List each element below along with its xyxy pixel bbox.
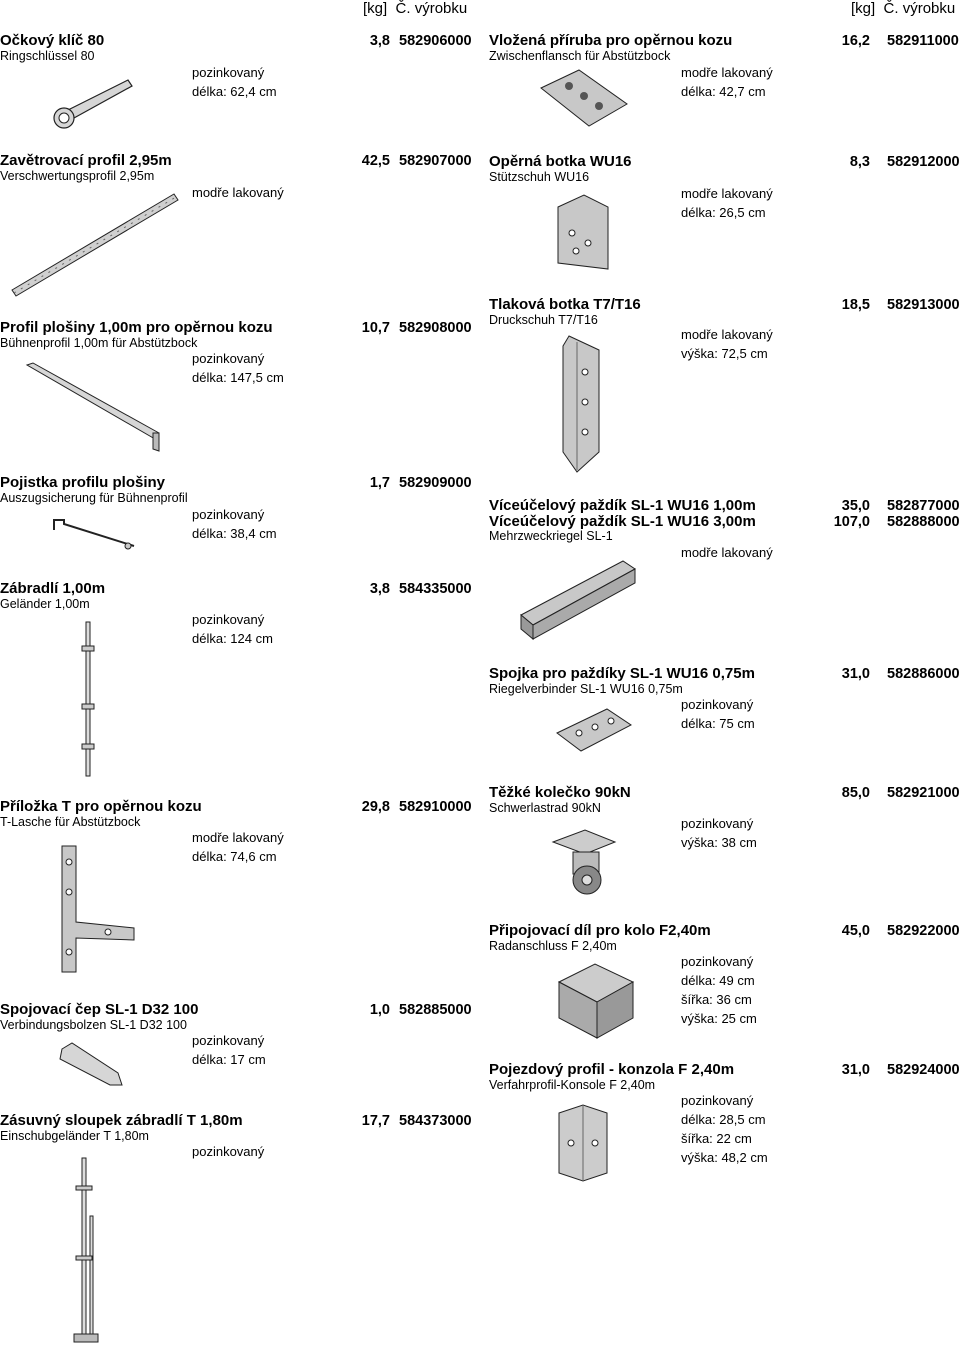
product-weight: 42,5	[361, 153, 390, 169]
product-subtitle: Stützschuh WU16	[489, 170, 590, 184]
product-subtitle: Bühnenprofil 1,00m für Abstützbock	[0, 336, 198, 350]
product-code: 582908000	[399, 320, 472, 336]
product-code: 582909000	[399, 475, 472, 491]
product-attribute: délka: 17 cm	[192, 1052, 266, 1067]
product-attribute: modře lakovaný	[681, 186, 773, 201]
travel-bracket-icon	[553, 1103, 613, 1183]
product-attribute: pozinkovaný	[192, 507, 265, 522]
product-item	[489, 497, 960, 657]
product-item	[0, 152, 472, 302]
product-item	[489, 32, 960, 132]
product-title: Vložená příruba pro opěrnou kozu	[489, 32, 733, 49]
product-subtitle: Radanschluss F 2,40m	[489, 939, 617, 953]
bracing-profile-icon	[10, 192, 180, 296]
product-title: Pojistka profilu plošiny	[0, 474, 166, 491]
product-code: 582912000	[887, 154, 960, 170]
header-right	[851, 0, 955, 17]
product-subtitle: Einschubgeländer T 1,80m	[0, 1129, 149, 1143]
product-subtitle: Ringschlüssel 80	[0, 49, 95, 63]
railing-post-icon	[70, 1156, 110, 1346]
product-item	[0, 1001, 472, 1096]
product-attribute: výška: 72,5 cm	[681, 346, 768, 361]
product-item	[489, 296, 960, 476]
safety-clip-icon	[50, 516, 140, 556]
heavy-wheel-icon	[549, 828, 619, 898]
product-item	[489, 665, 960, 775]
product-item	[489, 153, 960, 283]
product-attribute: délka: 42,7 cm	[681, 84, 766, 99]
product-item	[0, 32, 472, 132]
product-item	[0, 798, 472, 983]
product-item	[489, 922, 960, 1047]
header-kg: [kg]	[851, 0, 876, 17]
product-attribute: délka: 147,5 cm	[192, 370, 284, 385]
product-title: Spojka pro paždíky SL-1 WU16 0,75m	[489, 665, 755, 682]
product-attribute: výška: 48,2 cm	[681, 1150, 768, 1165]
product-subtitle: Verfahrprofil-Konsole F 2,40m	[489, 1078, 656, 1092]
product-attribute: pozinkovaný	[681, 697, 754, 712]
product-code: 582906000	[399, 33, 472, 49]
product-code: 582877000	[887, 498, 960, 514]
product-weight: 10,7	[361, 320, 390, 336]
product-code: 584373000	[399, 1113, 472, 1129]
flange-icon	[539, 68, 629, 128]
product-weight: 31,0	[841, 1062, 870, 1078]
product-attribute: pozinkovaný	[192, 1033, 265, 1048]
product-title: Tlaková botka T7/T16	[489, 296, 641, 313]
product-attribute: délka: 38,4 cm	[192, 526, 277, 541]
product-subtitle: Riegelverbinder SL-1 WU16 0,75m	[489, 682, 683, 696]
product-code: 582885000	[399, 1002, 472, 1018]
product-weight: 3,8	[369, 581, 390, 597]
product-title: Zábradlí 1,00m	[0, 580, 106, 597]
product-code: 582924000	[887, 1062, 960, 1078]
wheel-connection-icon	[555, 958, 639, 1044]
product-attribute: šířka: 36 cm	[681, 992, 752, 1007]
product-item	[489, 1061, 960, 1196]
header-code: Č. výrobku	[395, 0, 468, 17]
product-attribute: délka: 49 cm	[681, 973, 755, 988]
product-item	[0, 580, 472, 780]
product-weight: 85,0	[841, 785, 870, 801]
header-code: Č. výrobku	[883, 0, 956, 17]
product-subtitle: Druckschuh T7/T16	[489, 313, 598, 327]
product-title: Pojezdový profil - konzola F 2,40m	[489, 1061, 735, 1078]
product-item	[0, 1112, 472, 1348]
product-attribute: pozinkovaný	[192, 612, 265, 627]
railing-icon	[76, 620, 106, 780]
product-attribute: modře lakovaný	[192, 185, 284, 200]
product-code: 582922000	[887, 923, 960, 939]
product-weight: 16,2	[841, 33, 870, 49]
product-subtitle: T-Lasche für Abstützbock	[0, 815, 141, 829]
waler-icon	[519, 559, 639, 644]
product-weight: 1,0	[369, 1002, 390, 1018]
product-title: Očkový klíč 80	[0, 32, 105, 49]
product-title: Víceúčelový paždík SL-1 WU16 1,00m	[489, 497, 756, 514]
product-subtitle: Schwerlastrad 90kN	[489, 801, 601, 815]
connecting-pin-icon	[58, 1041, 128, 1091]
product-code: 582921000	[887, 785, 960, 801]
product-attribute: pozinkovaný	[681, 1093, 754, 1108]
product-code-second: 582888000	[887, 514, 960, 530]
product-attribute: délka: 75 cm	[681, 716, 755, 731]
product-attribute: šířka: 22 cm	[681, 1131, 752, 1146]
header-kg: [kg]	[363, 0, 388, 17]
product-weight: 18,5	[841, 297, 870, 313]
product-code: 582911000	[887, 33, 959, 49]
product-title: Zavětrovací profil 2,95m	[0, 152, 172, 169]
product-attribute: pozinkovaný	[192, 351, 265, 366]
product-attribute: modře lakovaný	[681, 65, 773, 80]
product-code: 582886000	[887, 666, 960, 682]
product-title: Zásuvný sloupek zábradlí T 1,80m	[0, 1112, 243, 1129]
product-subtitle: Auszugsicherung für Bühnenprofil	[0, 491, 188, 505]
waler-connector-icon	[555, 707, 635, 753]
product-title: Profil plošiny 1,00m pro opěrnou kozu	[0, 319, 273, 336]
product-attribute: pozinkovaný	[192, 1144, 265, 1159]
header-left	[363, 0, 467, 17]
product-code: 582907000	[399, 153, 472, 169]
pressure-shoe-icon	[555, 332, 605, 474]
product-attribute: modře lakovaný	[192, 830, 284, 845]
product-weight: 3,8	[369, 33, 390, 49]
product-attribute: pozinkovaný	[681, 954, 754, 969]
product-attribute: délka: 28,5 cm	[681, 1112, 766, 1127]
product-code: 582910000	[399, 799, 472, 815]
product-weight: 1,7	[369, 475, 390, 491]
product-title: Spojovací čep SL-1 D32 100	[0, 1001, 199, 1018]
product-weight: 45,0	[841, 923, 870, 939]
product-weight-second: 107,0	[833, 514, 870, 530]
product-attribute: modře lakovaný	[681, 545, 773, 560]
product-title: Těžké kolečko 90kN	[489, 784, 631, 801]
t-plate-icon	[48, 842, 138, 977]
product-title: Příložka T pro opěrnou kozu	[0, 798, 202, 815]
product-title-second: Víceúčelový paždík SL-1 WU16 3,00m	[489, 513, 756, 530]
product-attribute: délka: 124 cm	[192, 631, 273, 646]
product-weight: 17,7	[361, 1113, 390, 1129]
product-attribute: pozinkovaný	[681, 816, 754, 831]
product-title: Připojovací díl pro kolo F2,40m	[489, 922, 711, 939]
support-shoe-icon	[554, 193, 614, 273]
product-attribute: délka: 62,4 cm	[192, 84, 277, 99]
product-attribute: pozinkovaný	[192, 65, 265, 80]
ring-wrench-icon	[50, 76, 140, 132]
product-subtitle: Geländer 1,00m	[0, 597, 90, 611]
product-code: 584335000	[399, 581, 472, 597]
product-attribute: výška: 25 cm	[681, 1011, 757, 1026]
product-item	[0, 474, 472, 569]
product-attribute: výška: 38 cm	[681, 835, 757, 850]
product-attribute: modře lakovaný	[681, 327, 773, 342]
product-attribute: délka: 26,5 cm	[681, 205, 766, 220]
product-subtitle: Verbindungsbolzen SL-1 D32 100	[0, 1018, 187, 1032]
platform-profile-icon	[25, 361, 165, 453]
product-weight: 29,8	[361, 799, 390, 815]
product-item	[489, 784, 960, 904]
product-code: 582913000	[887, 297, 960, 313]
product-weight: 31,0	[841, 666, 870, 682]
product-weight: 8,3	[849, 154, 870, 170]
product-subtitle: Verschwertungsprofil 2,95m	[0, 169, 155, 183]
product-title: Opěrná botka WU16	[489, 153, 632, 170]
product-item	[0, 319, 472, 459]
product-attribute: délka: 74,6 cm	[192, 849, 277, 864]
product-weight: 35,0	[841, 498, 870, 514]
product-subtitle: Mehrzweckriegel SL-1	[489, 529, 613, 543]
product-subtitle: Zwischenflansch für Abstützbock	[489, 49, 671, 63]
